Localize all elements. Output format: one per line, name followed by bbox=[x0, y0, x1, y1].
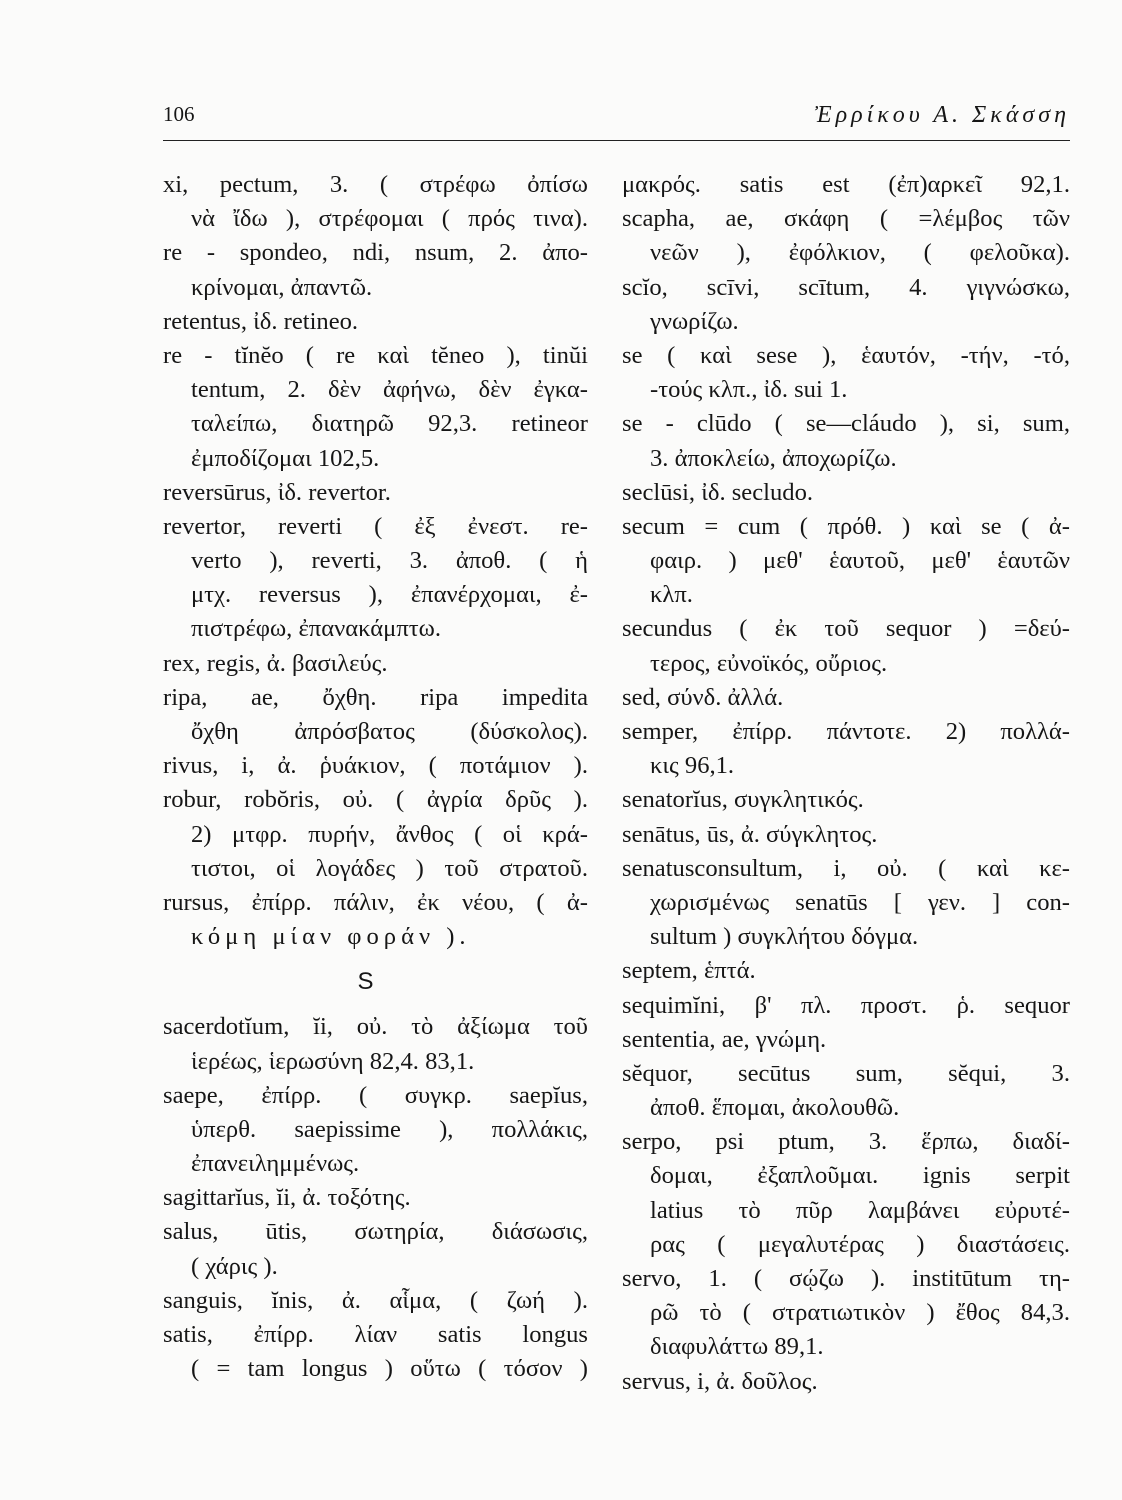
entry-line: τιστοι, οἱ λογάδες ) τοῦ στρατοῦ. bbox=[191, 854, 588, 882]
entry-line: ἀποθ. ἕπομαι, ἀκολουθῶ. bbox=[650, 1094, 900, 1122]
entry-line: ripa, ae, ὄχθη. ripa impedita bbox=[163, 683, 588, 711]
entry-line: ( χάρις ). bbox=[191, 1252, 278, 1280]
entry-line: sultum ) συγκλήτου δόγμα. bbox=[650, 923, 919, 951]
entry-line: ὑπερθ. saepissime ), πολλάκις, bbox=[191, 1115, 588, 1143]
entry-line: φαιρ. ) μεθ' ἑαυτοῦ, μεθ' ἑαυτῶν bbox=[650, 547, 1070, 575]
entry-line: scĭo, scīvi, scītum, 4. γιγνώσκω, bbox=[622, 273, 1070, 301]
entry-line: senatorĭus, συγκλητικός. bbox=[622, 786, 864, 814]
entry-line: scapha, ae, σκάφη ( =λέμβος τῶν bbox=[622, 205, 1070, 233]
entry-line: se ( καὶ sese ), ἑαυτόν, -τήν, -τό, bbox=[622, 341, 1070, 369]
entry-line: διαφυλάττω 89,1. bbox=[650, 1333, 824, 1361]
entry-line: servus, i, ἀ. δοῦλος. bbox=[622, 1367, 818, 1395]
entry-line: saepe, ἐπίρρ. ( συγκρ. saepĭus, bbox=[163, 1081, 588, 1109]
running-title: Ἐρρίκου Α. Σκάσση bbox=[814, 102, 1070, 128]
entry-line: νὰ ἴδω ), στρέφομαι ( πρός τινα). bbox=[191, 205, 588, 233]
entry-line: ὄχθη ἀπρόσβατος (δύσκολος). bbox=[191, 718, 588, 745]
entry-line: ( = tam longus ) οὕτω ( τόσον ) bbox=[191, 1355, 588, 1383]
entry-line: sed, σύνδ. ἀλλά. bbox=[622, 683, 784, 711]
entry-line: νεῶν ), ἐφόλκιον, ( φελοῦκα). bbox=[650, 239, 1070, 267]
entry-line: serpo, psi ptum, 3. ἕρπω, διαδί- bbox=[622, 1128, 1070, 1156]
entry-line: tentum, 2. δὲν ἀφήνω, δὲν ἐγκα- bbox=[191, 376, 588, 404]
entry-line: satis, ἐπίρρ. λίαν satis longus bbox=[163, 1321, 588, 1348]
entry-line: re - spondeo, ndi, nsum, 2. ἀπο- bbox=[163, 239, 588, 267]
left-column bbox=[163, 168, 588, 1386]
entry-line: ἐμποδίζομαι 102,5. bbox=[191, 444, 380, 472]
entry-line: revertor, reverti ( ἐξ ἐνεστ. re- bbox=[163, 512, 588, 540]
entry-line: ἱερέως, ἱερωσύνη 82,4. 83,1. bbox=[191, 1047, 475, 1075]
entry-line: sacerdotĭum, ĭi, οὐ. τὸ ἀξίωμα τοῦ bbox=[163, 1013, 588, 1041]
entry-line: rursus, ἐπίρρ. πάλιν, ἐκ νέου, ( ἀ- bbox=[163, 888, 588, 916]
entry-line: μτχ. reversus ), ἐπανέρχομαι, ἐ- bbox=[191, 581, 588, 609]
entry-line: κόμη μίαν φοράν ). bbox=[191, 923, 471, 951]
entry-line: senātus, ūs, ἀ. σύγκλητος. bbox=[622, 820, 878, 848]
entry-line: τερος, εὐνοϊκός, οὔριος. bbox=[650, 649, 888, 677]
entry-line: senatusconsultum, i, οὐ. ( καὶ κε- bbox=[622, 854, 1070, 882]
entry-line: latius τὸ πῦρ λαμβάνει εὐρυτέ- bbox=[650, 1196, 1070, 1224]
entry-line: κις 96,1. bbox=[650, 752, 735, 780]
entry-line: xi, pectum, 3. ( στρέφω ὀπίσω bbox=[163, 171, 588, 198]
entry-line: sagittarĭus, ĭi, ἀ. τοξότης. bbox=[163, 1184, 411, 1212]
entry-line: reversūrus, ἰδ. revertor. bbox=[163, 478, 391, 506]
entry-line: salus, ūtis, σωτηρία, διάσωσις, bbox=[163, 1218, 588, 1246]
entry-line: χωρισμένως senatūs [ γεν. ] con- bbox=[650, 888, 1070, 916]
entry-line: secundus ( ἐκ τοῦ sequor ) =δεύ- bbox=[622, 615, 1070, 643]
entry-line: -τούς κλπ., ἰδ. sui 1. bbox=[650, 376, 848, 404]
entry-line: κλπ. bbox=[650, 581, 693, 609]
entry-line: seclūsi, ἰδ. secludo. bbox=[622, 478, 814, 506]
entry-line: ρας ( μεγαλυτέρας ) διαστάσεις. bbox=[650, 1230, 1070, 1258]
entry-line: 2) μτφρ. πυρήν, ἄνθος ( οἱ κρά- bbox=[191, 820, 588, 848]
entries-block-r bbox=[163, 168, 588, 954]
entry-line: 3. ἀποκλείω, ἀποχωρίζω. bbox=[650, 444, 897, 472]
entry-line: rex, regis, ἀ. βασιλεύς. bbox=[163, 649, 388, 677]
entry-line: sententia, ae, γνώμη. bbox=[622, 1025, 827, 1053]
entry-line: rivus, i, ἀ. ῥυάκιον, ( ποτάμιον ). bbox=[163, 752, 588, 780]
page-header bbox=[163, 100, 1070, 141]
entry-line: servo, 1. ( σῴζω ). institūtum τη- bbox=[622, 1265, 1070, 1292]
section-letter: S bbox=[357, 968, 374, 996]
entry-line: δομαι, ἐξαπλοῦμαι. ignis serpit bbox=[650, 1162, 1070, 1190]
entry-line: septem, ἑπτά. bbox=[622, 957, 756, 985]
entry-line: sĕquor, secūtus sum, sĕqui, 3. bbox=[622, 1059, 1070, 1087]
entry-line: semper, ἐπίρρ. πάντοτε. 2) πολλά- bbox=[622, 718, 1070, 745]
entry-line: sanguis, ĭnis, ἀ. αἷμα, ( ζωή ). bbox=[163, 1286, 588, 1314]
entry-line: γνωρίζω. bbox=[650, 307, 739, 335]
page-number: 106 bbox=[163, 102, 195, 126]
right-column bbox=[622, 168, 1070, 1399]
entries-block-s bbox=[163, 1010, 588, 1386]
entry-line: ταλείπω, διατηρῶ 92,3. retineor bbox=[191, 410, 588, 438]
entry-line: ἐπανειλημμένως. bbox=[191, 1150, 360, 1178]
entry-line: sequimĭni, β' πλ. προστ. ῥ. sequor bbox=[622, 991, 1070, 1019]
entry-line: robur, robŏris, οὐ. ( ἀγρία δρῦς ). bbox=[163, 786, 588, 814]
entry-line: πιστρέφω, ἐπανακάμπτω. bbox=[191, 615, 441, 643]
entry-line: μακρός. satis est (ἐπ)αρκεῖ 92,1. bbox=[622, 171, 1070, 198]
entry-line: κρίνομαι, ἀπαντῶ. bbox=[191, 273, 373, 301]
entry-line: secum = cum ( πρόθ. ) καὶ se ( ἀ- bbox=[622, 512, 1070, 540]
entry-line: verto ), reverti, 3. ἀποθ. ( ἡ bbox=[191, 547, 588, 575]
entry-line: ρῶ τὸ ( στρατιωτικὸν ) ἔθος 84,3. bbox=[650, 1299, 1070, 1327]
entry-line: se - clūdo ( se—cláudo ), si, sum, bbox=[622, 410, 1070, 438]
entry-line: retentus, ἰδ. retineo. bbox=[163, 307, 359, 335]
entry-line: re - tĭnĕo ( re καὶ tĕneo ), tinŭi bbox=[163, 341, 588, 369]
